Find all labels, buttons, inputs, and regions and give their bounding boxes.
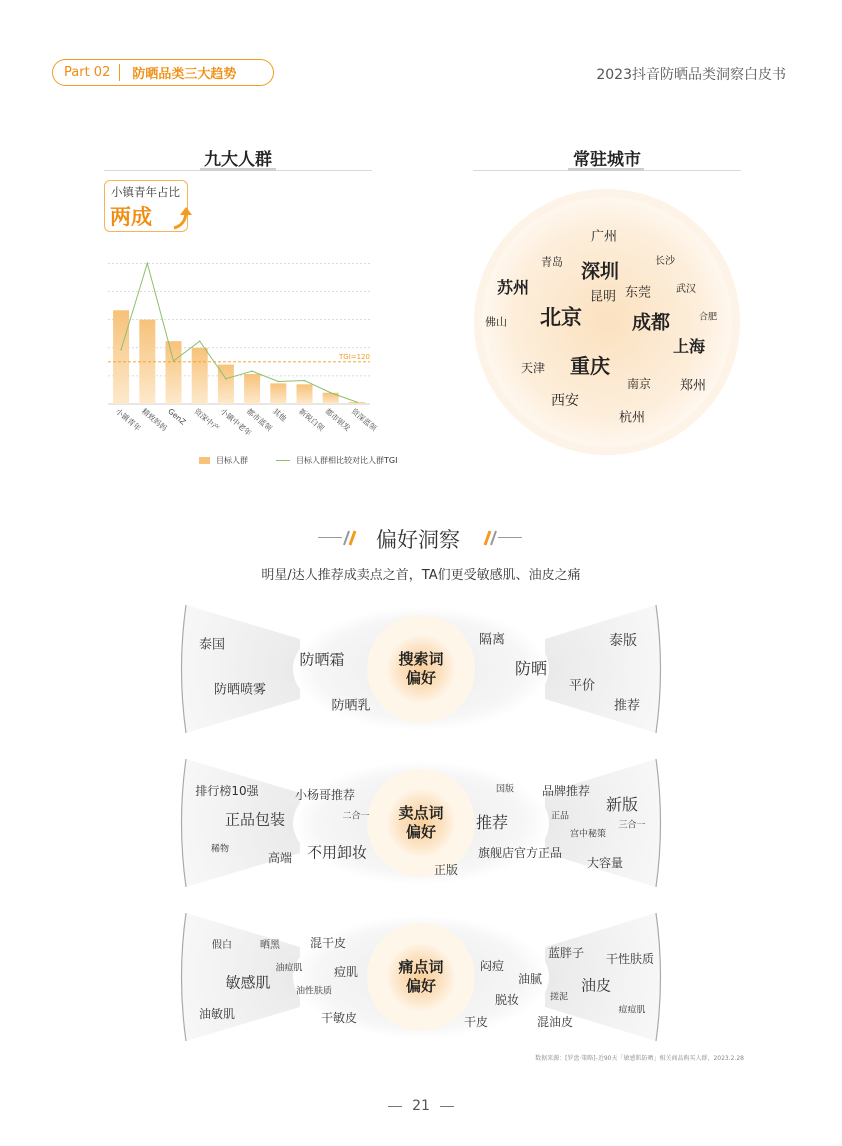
legend-line-label: 目标人群相比较对比人群TGI: [296, 456, 398, 465]
city-word: 西安: [551, 393, 579, 409]
preference-word: 脱妆: [494, 993, 520, 1007]
chart-x-tick-label: 精致妈妈: [140, 406, 169, 433]
preference-word: 正品: [550, 811, 570, 822]
city-word: 杭州: [618, 410, 646, 426]
preference-word: 晒黑: [260, 940, 280, 951]
preference-word: 油痘肌: [275, 963, 303, 974]
page-number: 21: [412, 1098, 430, 1114]
preference-word: 宫中秘策: [569, 829, 607, 840]
preference-word: 小杨哥推荐: [294, 788, 356, 802]
preference-word: 高端: [267, 851, 293, 865]
preference-word: 假白: [212, 940, 232, 951]
preference-word: 推荐: [475, 813, 509, 832]
callout-value: 两成: [110, 205, 152, 229]
preference-word: 防晒霜: [299, 650, 345, 669]
preference-word: 正品包装: [224, 810, 286, 829]
preference-word: 干性肤质: [605, 952, 655, 966]
preference-word: 敏感肌: [225, 973, 271, 992]
center-label: [398, 650, 443, 688]
preference-word: 防晒喷雾: [213, 682, 267, 698]
chart-x-tick-label: 资深中产: [192, 406, 222, 433]
city-word: 成都: [631, 311, 671, 334]
city-word: 苏州: [496, 278, 530, 297]
city-word: 合肥: [698, 312, 718, 323]
center-label: [398, 958, 443, 996]
preference-word: 排行榜10强: [195, 784, 259, 798]
data-source-note: 数据来源：[罗盘·策略]-近90天「敏感肌防晒」相关商品购买人群，2023.2.28: [535, 1055, 744, 1062]
chart-reference-label: TGI=120: [339, 352, 370, 361]
chart-x-tick-label: 小镇中老年: [218, 406, 254, 438]
preference-word: 油性肤质: [295, 986, 333, 997]
city-word: 北京: [540, 305, 582, 330]
legend-bar-label: 目标人群: [216, 456, 248, 465]
preference-word: 国版: [495, 784, 515, 795]
preference-word: 泰国: [198, 637, 226, 653]
preference-word: 平价: [568, 678, 596, 694]
city-word: 佛山: [485, 315, 507, 329]
preference-word: 旗舰店官方正品: [477, 846, 563, 860]
bow-right-wing: [545, 605, 661, 733]
city-word: 青岛: [541, 255, 563, 269]
center-label-line: 偏好: [405, 669, 437, 687]
crowd-section-title: 九大人群: [204, 150, 272, 170]
document-title: 2023抖音防晒品类洞察白皮书: [596, 67, 786, 83]
preference-word: 品牌推荐: [541, 784, 591, 798]
city-word: 深圳: [580, 260, 620, 283]
preference-subtitle: 明星/达人推荐成卖点之首，TA们更受敏感肌、油皮之痛: [261, 568, 581, 583]
center-label-line: 偏好: [405, 977, 437, 995]
chart-x-tick-label: 其他: [271, 406, 289, 424]
preference-word: 干敏皮: [320, 1011, 358, 1025]
part-number: Part 02: [53, 64, 120, 81]
preference-word: 防晒: [514, 659, 548, 678]
preference-word: 正版: [433, 863, 459, 877]
preference-word: 新版: [605, 795, 639, 814]
preference-word: 蓝胖子: [547, 946, 585, 960]
preference-word: 油皮: [580, 976, 612, 995]
preference-word: 混干皮: [309, 936, 347, 950]
preference-word: 搓泥: [549, 992, 569, 1003]
chart-x-tick-label: 小镇青年: [113, 406, 143, 433]
preference-word: 泰版: [609, 633, 637, 649]
preference-word: 油敏肌: [198, 1007, 236, 1021]
preference-word: 不用卸妆: [306, 843, 368, 862]
preference-word: 稀物: [210, 844, 230, 855]
city-section-title: 常驻城市: [573, 150, 641, 170]
preference-word: 推荐: [613, 698, 641, 714]
part-title: 防晒品类三大趋势: [132, 67, 237, 82]
center-label-line: 搜索词: [398, 650, 444, 668]
preference-word: 防晒乳: [331, 698, 371, 714]
preference-word: 油腻: [517, 972, 543, 986]
center-label: [398, 804, 443, 842]
city-word: 郑州: [679, 378, 707, 394]
city-word: 天津: [520, 361, 546, 375]
city-word: 昆明: [589, 289, 617, 305]
preference-word: 隔离: [478, 632, 506, 648]
city-word: 重庆: [570, 354, 610, 378]
city-word: 南京: [626, 377, 652, 391]
preference-title: 偏好洞察: [376, 528, 460, 552]
preference-word: 大容量: [586, 856, 624, 870]
preference-word: 二合一: [342, 811, 370, 822]
city-word: 东莞: [624, 285, 652, 301]
bow-left-wing: [182, 605, 301, 733]
preference-word: 痘痘肌: [618, 1005, 646, 1016]
preference-word: 闷痘: [479, 959, 505, 973]
chart-x-tick-label: 新锐白领: [297, 406, 326, 433]
city-word: 武汉: [676, 284, 696, 295]
chart-x-tick-label: GenZ: [166, 406, 188, 427]
center-label-line: 卖点词: [398, 804, 444, 822]
city-word: 长沙: [655, 256, 675, 267]
callout-label: 小镇青年占比: [111, 185, 180, 199]
preference-word: 混油皮: [536, 1015, 574, 1029]
city-word: 上海: [672, 337, 706, 356]
center-label-line: 痛点词: [398, 958, 444, 976]
preference-word: 三合一: [618, 820, 646, 831]
preference-word: 干皮: [463, 1015, 489, 1029]
city-word: 广州: [590, 229, 618, 245]
chart-x-tick-label: 都市蓝领: [244, 406, 274, 433]
chart-x-tick-label: 资深蓝领: [349, 406, 379, 433]
page-deco-line: [440, 1106, 454, 1107]
chart-x-tick-label: 都市银发: [323, 406, 353, 433]
center-label-line: 偏好: [405, 823, 437, 841]
preference-word: 痘肌: [333, 965, 359, 979]
